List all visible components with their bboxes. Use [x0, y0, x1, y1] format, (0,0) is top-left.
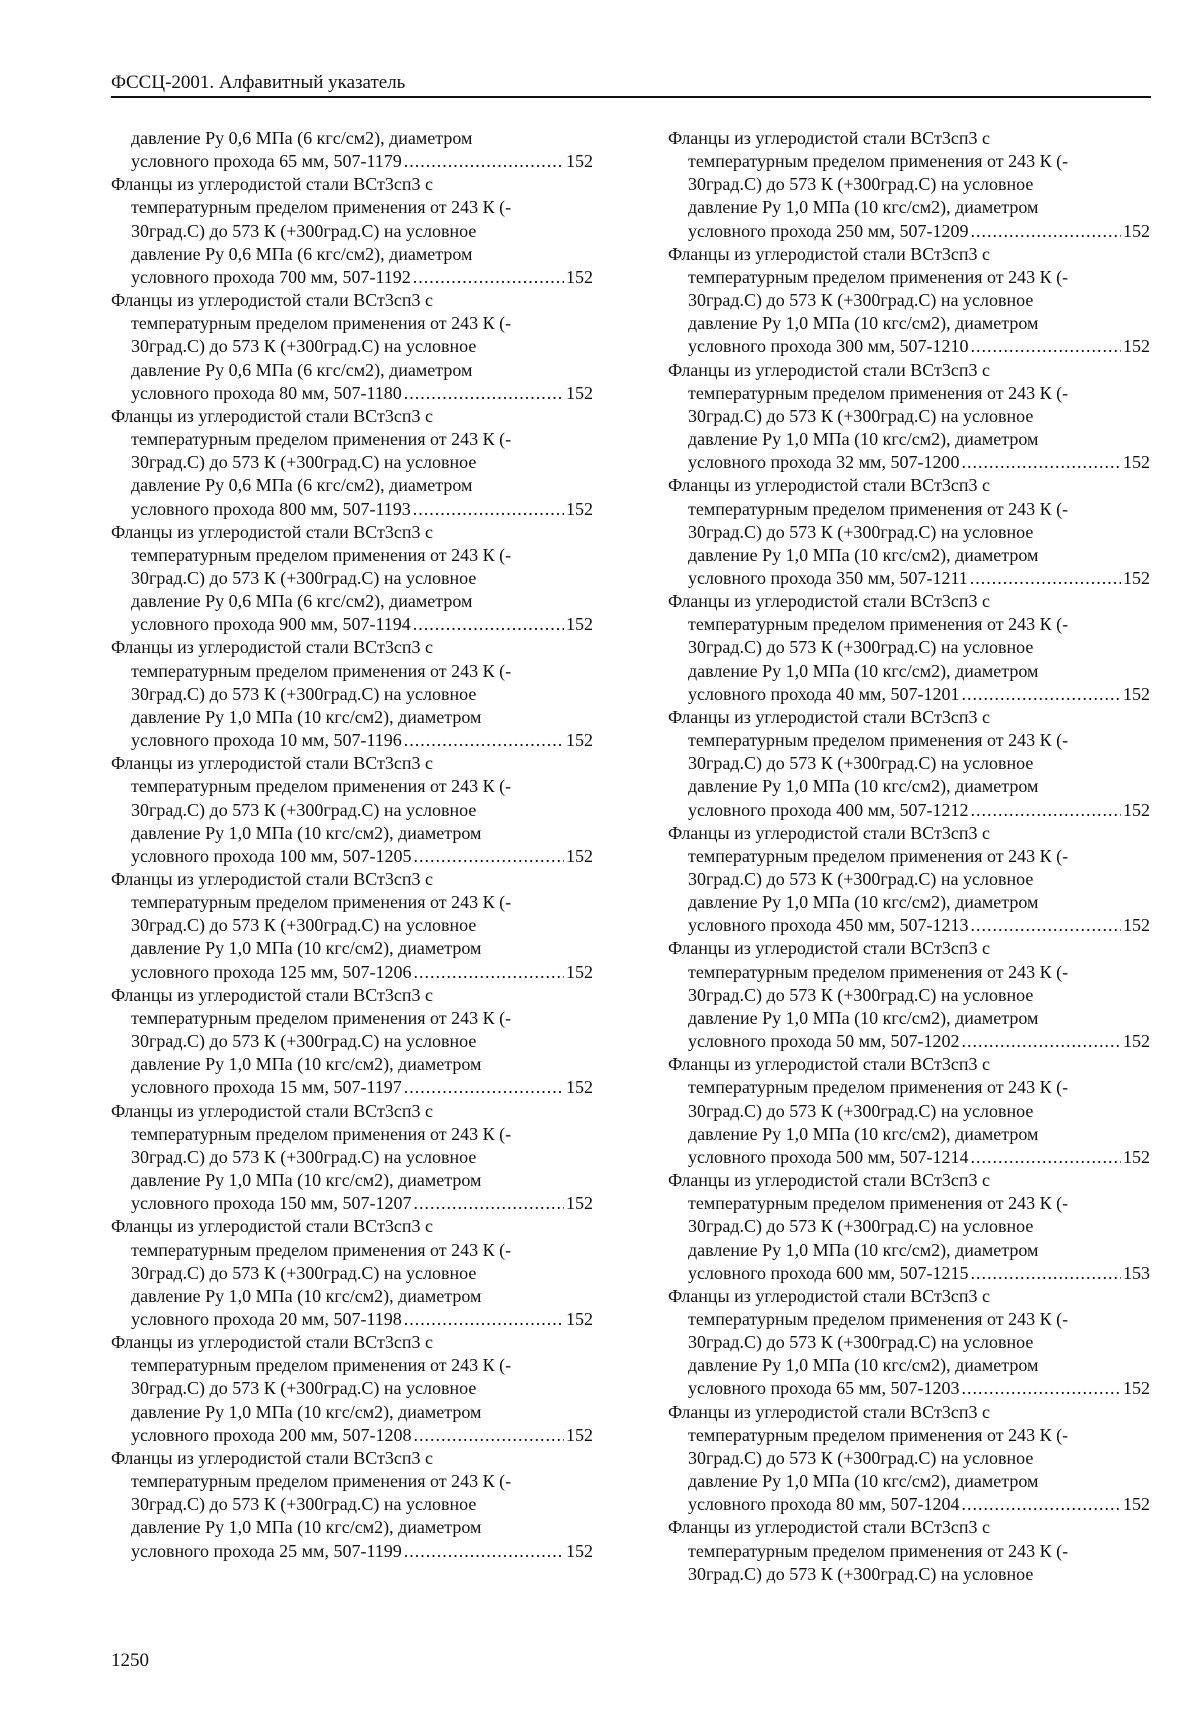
entry-text-line: температурным пределом применения от 243 К (-: [688, 1308, 1069, 1329]
entry-last-line: [111, 729, 593, 752]
entry-text-line: Фланцы из углеродистой стали ВСт3сп3 с: [668, 706, 990, 727]
entry-text-line: 30град.С) до 573 К (+300град.С) на условное: [688, 637, 1034, 658]
entry-page-ref: 152: [1123, 799, 1150, 820]
entry-text-line: температурным пределом применения от 243 К (-: [688, 151, 1069, 172]
entry-text-line: 30град.С) до 573 К (+300град.С) на условное: [688, 1447, 1034, 1468]
entry-text-line: температурным пределом применения от 243 К (-: [131, 1239, 512, 1260]
entry-text-line: 30град.С) до 573 К (+300град.С) на условное: [688, 521, 1034, 542]
dot-leader: [404, 1540, 564, 1563]
dot-leader: [413, 961, 564, 984]
entry-text-line: температурным пределом применения от 243 К (-: [131, 429, 512, 450]
entry-text-line: температурным пределом применения от 243 К (-: [688, 266, 1069, 287]
entry-code: условного прохода 250 мм, 507-1209: [688, 220, 969, 241]
entry-text-line: давление Ру 1,0 МПа (10 кгс/см2), диаметром: [688, 660, 1039, 681]
entry-text-line: Фланцы из углеродистой стали ВСт3сп3 с: [668, 938, 990, 959]
dot-leader: [970, 567, 1121, 590]
entry-text-line: давление Ру 1,0 МПа (10 кгс/см2), диаметром: [131, 706, 482, 727]
entry-text-line: давление Ру 1,0 МПа (10 кгс/см2), диаметром: [131, 1517, 482, 1538]
entry-code: условного прохода 200 мм, 507-1208: [131, 1424, 412, 1445]
entry-last-line: [668, 1377, 1150, 1400]
entry-text-line: Фланцы из углеродистой стали ВСт3сп3 с: [111, 405, 433, 426]
entry-page-ref: 153: [1123, 1262, 1150, 1283]
entry-last-line: [111, 150, 593, 173]
entry-text-line: Фланцы из углеродистой стали ВСт3сп3 с: [111, 1216, 433, 1237]
index-entry: [668, 474, 1150, 590]
entry-text-line: Фланцы из углеродистой стали ВСт3сп3 с: [111, 521, 433, 542]
entry-text-line: 30град.С) до 573 К (+300град.С) на условное: [688, 290, 1034, 311]
entry-text-line: температурным пределом применения от 243 К (-: [131, 1471, 512, 1492]
entry-text-line: Фланцы из углеродистой стали ВСт3сп3 с: [668, 1401, 990, 1422]
dot-leader: [961, 1493, 1121, 1516]
entry-page-ref: 152: [566, 382, 593, 403]
entry-text-line: Фланцы из углеродистой стали ВСт3сп3 с: [111, 869, 433, 889]
dot-leader: [413, 498, 564, 521]
entry-last-line: [111, 961, 593, 984]
entry-page-ref: 152: [1123, 683, 1150, 704]
page-number: 1250: [111, 1650, 149, 1671]
entry-text-line: 30град.С) до 573 К (+300град.С) на условное: [688, 1332, 1034, 1353]
dot-leader: [970, 220, 1121, 243]
entry-text-line: давление Ру 1,0 МПа (10 кгс/см2), диаметром: [688, 1471, 1039, 1492]
dot-leader: [404, 729, 564, 752]
entry-page-ref: 152: [1123, 336, 1150, 357]
entry-code: условного прохода 65 мм, 507-1203: [688, 1378, 960, 1399]
entry-code: условного прохода 65 мм, 507-1179: [131, 151, 402, 172]
entry-code: условного прохода 40 мм, 507-1201: [688, 683, 960, 704]
entry-code: условного прохода 600 мм, 507-1215: [688, 1262, 969, 1283]
entry-last-line: [668, 220, 1150, 243]
entry-code: условного прохода 80 мм, 507-1204: [688, 1494, 960, 1515]
entry-text-line: температурным пределом применения от 243 К (-: [131, 892, 512, 913]
entry-page-ref: 152: [566, 266, 593, 287]
entry-text-line: температурным пределом применения от 243 К (-: [688, 845, 1069, 866]
entry-last-line: [111, 1424, 593, 1447]
entry-text-line: температурным пределом применения от 243 К (-: [131, 776, 512, 797]
entry-page-ref: 152: [566, 498, 593, 519]
entry-text-line: температурным пределом применения от 243 К (-: [688, 1193, 1069, 1214]
entry-text-line: давление Ру 1,0 МПа (10 кгс/см2), диаметром: [688, 1123, 1039, 1144]
index-entry: [111, 127, 593, 173]
entry-text-line: давление Ру 1,0 МПа (10 кгс/см2), диаметром: [131, 1285, 482, 1306]
entry-text-line: Фланцы из углеродистой стали ВСт3сп3 с: [668, 591, 990, 612]
entry-code: условного прохода 800 мм, 507-1193: [131, 498, 411, 519]
index-entry: [111, 752, 593, 868]
dot-leader: [970, 1146, 1121, 1169]
entry-text-line: давление Ру 0,6 МПа (6 кгс/см2), диаметром: [131, 475, 473, 496]
entry-text-line: температурным пределом применения от 243 К (-: [131, 197, 512, 218]
entry-code: условного прохода 10 мм, 507-1196: [131, 730, 402, 751]
index-entry: [668, 937, 1150, 1053]
entry-text-line: Фланцы из углеродистой стали ВСт3сп3 с: [668, 475, 990, 496]
entry-last-line: [111, 613, 593, 636]
index-entry: [111, 1100, 593, 1216]
entry-text-line: температурным пределом применения от 243 К (-: [688, 498, 1069, 519]
entry-text-line: Фланцы из углеродистой стали ВСт3сп3 с: [668, 359, 990, 380]
entry-page-ref: 152: [1123, 1031, 1150, 1052]
entry-code: условного прохода 300 мм, 507-1210: [688, 336, 969, 357]
entry-text-line: температурным пределом применения от 243 К (-: [131, 1355, 512, 1376]
entry-text-line: температурным пределом применения от 243 К (-: [688, 730, 1069, 751]
entry-text-line: давление Ру 1,0 МПа (10 кгс/см2), диаметром: [688, 1239, 1039, 1260]
entry-last-line: [668, 683, 1150, 706]
index-entry: [668, 590, 1150, 706]
entry-text-line: температурным пределом применения от 243 К (-: [688, 1077, 1069, 1098]
entry-text-line: 30град.С) до 573 К (+300град.С) на условное: [688, 1563, 1034, 1584]
entry-last-line: [111, 1308, 593, 1331]
entry-code: условного прохода 80 мм, 507-1180: [131, 382, 402, 403]
entry-text-line: Фланцы из углеродистой стали ВСт3сп3 с: [668, 1054, 990, 1075]
entry-text-line: давление Ру 1,0 МПа (10 кгс/см2), диаметром: [131, 1170, 482, 1191]
entry-code: условного прохода 400 мм, 507-1212: [688, 799, 969, 820]
entry-code: условного прохода 50 мм, 507-1202: [688, 1031, 960, 1052]
entry-text-line: 30град.С) до 573 К (+300град.С) на условное: [131, 683, 477, 704]
entry-last-line: [668, 567, 1150, 590]
dot-leader: [961, 1030, 1121, 1053]
entry-page-ref: 152: [566, 614, 593, 635]
index-entry: [668, 822, 1150, 938]
entry-text-line: Фланцы из углеродистой стали ВСт3сп3 с: [111, 637, 433, 658]
dot-leader: [970, 335, 1121, 358]
entry-code: условного прохода 32 мм, 507-1200: [688, 452, 960, 473]
dot-leader: [413, 266, 564, 289]
dot-leader: [961, 451, 1121, 474]
entry-text-line: 30град.С) до 573 К (+300град.С) на условное: [131, 1262, 477, 1283]
entry-text-line: давление Ру 1,0 МПа (10 кгс/см2), диаметром: [688, 313, 1039, 334]
dot-leader: [404, 1308, 564, 1331]
entry-text-line: давление Ру 1,0 МПа (10 кгс/см2), диаметром: [131, 1054, 482, 1075]
entry-text-line: давление Ру 0,6 МПа (6 кгс/см2), диаметром: [131, 591, 473, 612]
entry-text-line: Фланцы из углеродистой стали ВСт3сп3 с: [111, 1100, 433, 1121]
index-entry: [668, 1401, 1150, 1517]
dot-leader: [970, 799, 1121, 822]
index-entry: [668, 1516, 1150, 1585]
entry-text-line: Фланцы из углеродистой стали ВСт3сп3 с: [111, 174, 433, 195]
entry-text-line: давление Ру 1,0 МПа (10 кгс/см2), диаметром: [688, 1355, 1039, 1376]
entry-text-line: Фланцы из углеродистой стали ВСт3сп3 с: [668, 1170, 990, 1191]
entry-text-line: 30град.С) до 573 К (+300град.С) на условное: [688, 869, 1034, 889]
entry-page-ref: 152: [566, 1077, 593, 1098]
entry-page-ref: 152: [566, 1540, 593, 1561]
entry-text-line: Фланцы из углеродистой стали ВСт3сп3 с: [111, 290, 433, 311]
dot-leader: [404, 1076, 564, 1099]
index-entry: [111, 1331, 593, 1447]
entry-text-line: 30град.С) до 573 К (+300град.С) на условное: [688, 1100, 1034, 1121]
index-column-left: [111, 127, 593, 1563]
entry-text-line: Фланцы из углеродистой стали ВСт3сп3 с: [668, 822, 990, 843]
entry-last-line: [668, 1030, 1150, 1053]
dot-leader: [404, 150, 564, 173]
entry-text-line: 30град.С) до 573 К (+300град.С) на условное: [131, 336, 477, 357]
index-entry: [111, 289, 593, 405]
entry-code: условного прохода 150 мм, 507-1207: [131, 1193, 412, 1214]
dot-leader: [413, 845, 564, 868]
index-entry: [111, 521, 593, 637]
entry-text-line: давление Ру 1,0 МПа (10 кгс/см2), диаметром: [131, 938, 482, 959]
entry-text-line: температурным пределом применения от 243 К (-: [131, 1123, 512, 1144]
entry-page-ref: 152: [1123, 915, 1150, 936]
dot-leader: [413, 1424, 564, 1447]
entry-page-ref: 152: [566, 1193, 593, 1214]
dot-leader: [970, 1262, 1121, 1285]
entry-last-line: [668, 335, 1150, 358]
entry-text-line: температурным пределом применения от 243 К (-: [688, 382, 1069, 403]
entry-text-line: давление Ру 1,0 МПа (10 кгс/см2), диаметром: [688, 429, 1039, 450]
dot-leader: [413, 613, 564, 636]
entry-text-line: давление Ру 0,6 МПа (6 кгс/см2), диаметром: [131, 128, 473, 148]
entry-text-line: температурным пределом применения от 243 К (-: [688, 614, 1069, 635]
index-entry: [668, 706, 1150, 822]
entry-last-line: [111, 382, 593, 405]
dot-leader: [961, 683, 1121, 706]
entry-text-line: Фланцы из углеродистой стали ВСт3сп3 с: [111, 753, 433, 774]
entry-text-line: Фланцы из углеродистой стали ВСт3сп3 с: [111, 1332, 433, 1353]
entry-last-line: [668, 1146, 1150, 1169]
index-entry: [668, 127, 1150, 243]
index-entry: [111, 868, 593, 984]
entry-page-ref: 152: [566, 730, 593, 751]
entry-page-ref: 152: [566, 845, 593, 866]
entry-last-line: [111, 845, 593, 868]
entry-last-line: [111, 266, 593, 289]
entry-text-line: 30град.С) до 573 К (+300град.С) на условное: [131, 1031, 477, 1052]
entry-page-ref: 152: [1123, 567, 1150, 588]
entry-text-line: Фланцы из углеродистой стали ВСт3сп3 с: [111, 984, 433, 1005]
entry-text-line: 30град.С) до 573 К (+300град.С) на условное: [131, 1146, 477, 1167]
entry-last-line: [668, 451, 1150, 474]
index-entry: [668, 1285, 1150, 1401]
entry-page-ref: 152: [1123, 1146, 1150, 1167]
entry-code: условного прохода 700 мм, 507-1192: [131, 266, 411, 287]
entry-code: условного прохода 100 мм, 507-1205: [131, 845, 412, 866]
entry-text-line: 30град.С) до 573 К (+300град.С) на условное: [131, 452, 477, 473]
entry-text-line: 30град.С) до 573 К (+300град.С) на условное: [688, 753, 1034, 774]
entry-text-line: давление Ру 1,0 МПа (10 кгс/см2), диаметром: [131, 1401, 482, 1422]
entry-page-ref: 152: [1123, 452, 1150, 473]
entry-last-line: [111, 498, 593, 521]
entry-text-line: давление Ру 0,6 МПа (6 кгс/см2), диаметром: [131, 359, 473, 380]
entry-text-line: давление Ру 1,0 МПа (10 кгс/см2), диаметром: [688, 544, 1039, 565]
entry-text-line: Фланцы из углеродистой стали ВСт3сп3 с: [668, 243, 990, 264]
entry-page-ref: 152: [566, 151, 593, 172]
index-column-right: [668, 127, 1150, 1586]
entry-text-line: 30град.С) до 573 К (+300град.С) на условное: [131, 220, 477, 241]
dot-leader: [961, 1377, 1121, 1400]
dot-leader: [413, 1192, 564, 1215]
entry-last-line: [111, 1192, 593, 1215]
entry-text-line: давление Ру 1,0 МПа (10 кгс/см2), диаметром: [688, 197, 1039, 218]
entry-text-line: 30град.С) до 573 К (+300град.С) на условное: [688, 405, 1034, 426]
entry-last-line: [668, 914, 1150, 937]
entry-page-ref: 152: [1123, 220, 1150, 241]
index-entry: [111, 636, 593, 752]
entry-text-line: 30град.С) до 573 К (+300град.С) на условное: [131, 567, 477, 588]
entry-text-line: Фланцы из углеродистой стали ВСт3сп3 с: [668, 1285, 990, 1306]
entry-page-ref: 152: [566, 1308, 593, 1329]
entry-last-line: [668, 799, 1150, 822]
entry-code: условного прохода 450 мм, 507-1213: [688, 915, 969, 936]
index-entry: [111, 1215, 593, 1331]
entry-page-ref: 152: [1123, 1378, 1150, 1399]
index-entry: [111, 984, 593, 1100]
entry-text-line: Фланцы из углеродистой стали ВСт3сп3 с: [668, 1517, 990, 1538]
entry-text-line: температурным пределом применения от 243 К (-: [131, 660, 512, 681]
entry-last-line: [111, 1076, 593, 1099]
entry-code: условного прохода 900 мм, 507-1194: [131, 614, 411, 635]
entry-text-line: давление Ру 1,0 МПа (10 кгс/см2), диаметром: [688, 892, 1039, 913]
entry-text-line: давление Ру 1,0 МПа (10 кгс/см2), диаметром: [688, 1007, 1039, 1028]
entry-code: условного прохода 500 мм, 507-1214: [688, 1146, 969, 1167]
index-entry: [668, 1053, 1150, 1169]
entry-text-line: 30град.С) до 573 К (+300град.С) на условное: [131, 799, 477, 820]
entry-text-line: 30град.С) до 573 К (+300град.С) на условное: [688, 984, 1034, 1005]
entry-code: условного прохода 350 мм, 507-1211: [688, 567, 968, 588]
index-entry: [668, 243, 1150, 359]
entry-text-line: Фланцы из углеродистой стали ВСт3сп3 с: [668, 128, 990, 148]
entry-page-ref: 152: [566, 961, 593, 982]
entry-text-line: температурным пределом применения от 243 К (-: [131, 313, 512, 334]
entry-last-line: [111, 1540, 593, 1563]
entry-text-line: температурным пределом применения от 243 К (-: [688, 1540, 1069, 1561]
entry-last-line: [668, 1493, 1150, 1516]
entry-text-line: 30град.С) до 573 К (+300град.С) на условное: [688, 174, 1034, 195]
entry-text-line: 30град.С) до 573 К (+300град.С) на условное: [131, 1378, 477, 1399]
page-title: ФССЦ-2001. Алфавитный указатель: [111, 72, 406, 93]
entry-code: условного прохода 25 мм, 507-1199: [131, 1540, 402, 1561]
index-entry: [111, 173, 593, 289]
entry-text-line: Фланцы из углеродистой стали ВСт3сп3 с: [111, 1447, 433, 1468]
entry-text-line: 30град.С) до 573 К (+300град.С) на условное: [688, 1216, 1034, 1237]
entry-code: условного прохода 125 мм, 507-1206: [131, 961, 412, 982]
entry-text-line: температурным пределом применения от 243 К (-: [131, 1007, 512, 1028]
entry-page-ref: 152: [566, 1424, 593, 1445]
entry-text-line: температурным пределом применения от 243 К (-: [688, 1424, 1069, 1445]
index-entry: [668, 359, 1150, 475]
entry-text-line: давление Ру 0,6 МПа (6 кгс/см2), диаметром: [131, 243, 473, 264]
entry-page-ref: 152: [1123, 1494, 1150, 1515]
entry-text-line: давление Ру 1,0 МПа (10 кгс/см2), диаметром: [688, 776, 1039, 797]
dot-leader: [970, 914, 1121, 937]
entry-text-line: 30град.С) до 573 К (+300град.С) на условное: [131, 1494, 477, 1515]
index-entry: [111, 1447, 593, 1563]
index-entry: [668, 1169, 1150, 1285]
entry-code: условного прохода 20 мм, 507-1198: [131, 1308, 402, 1329]
entry-last-line: [668, 1262, 1150, 1285]
entry-text-line: температурным пределом применения от 243 К (-: [131, 544, 512, 565]
index-entry: [111, 405, 593, 521]
entry-text-line: температурным пределом применения от 243 К (-: [688, 961, 1069, 982]
entry-text-line: 30град.С) до 573 К (+300град.С) на условное: [131, 915, 477, 936]
entry-text-line: давление Ру 1,0 МПа (10 кгс/см2), диаметром: [131, 822, 482, 843]
dot-leader: [404, 382, 564, 405]
entry-code: условного прохода 15 мм, 507-1197: [131, 1077, 402, 1098]
page-header: [111, 72, 1151, 98]
